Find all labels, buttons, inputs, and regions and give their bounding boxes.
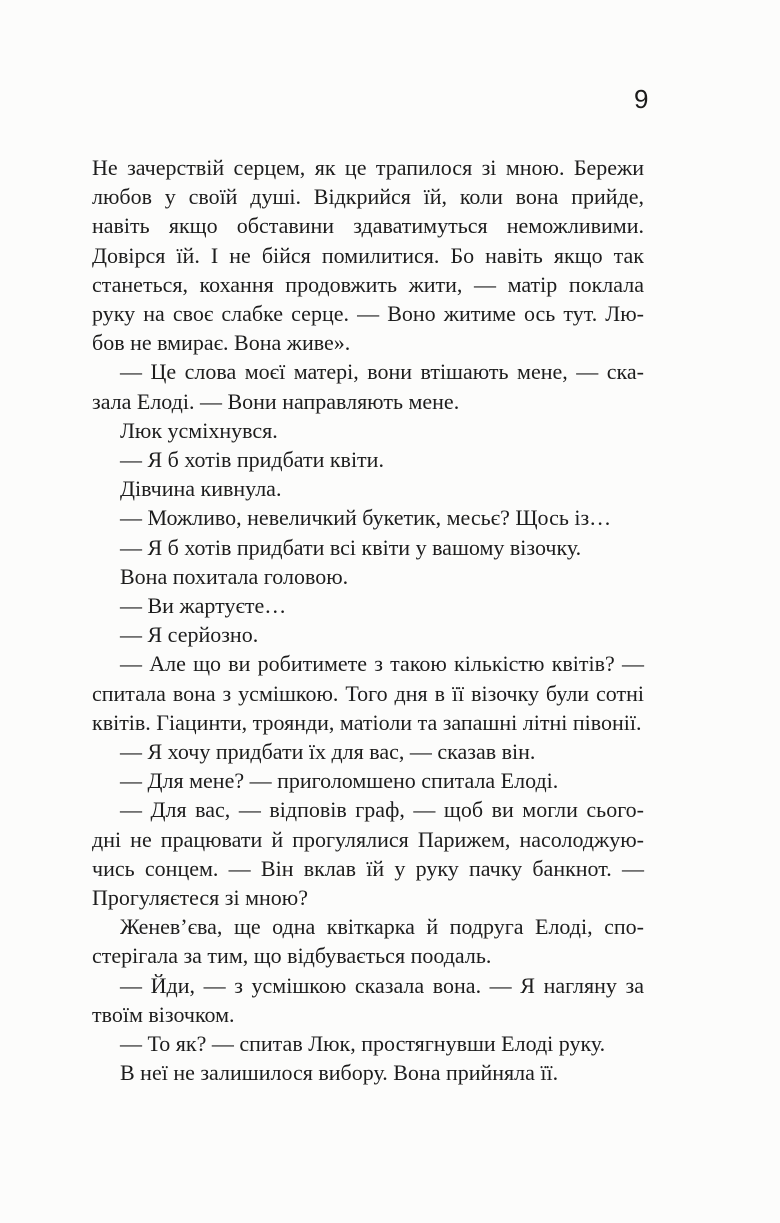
text-line: зала Елоді. — Вони направляють мене.: [92, 388, 460, 414]
text-line: любов у своїй душі. Відкрийся їй, коли вона прийде,: [92, 184, 644, 210]
text-line: навіть якщо обставини здаватимуться неможливими.: [92, 213, 644, 239]
text-line: — Я б хотів придбати всі квіти у вашому візочку.: [120, 534, 582, 560]
text-line: — Ви жартуєте…: [120, 593, 287, 619]
text-line: бов не вмирає. Вона живе».: [92, 330, 351, 356]
text-line: — Я хочу придбати їх для вас, — сказав він.: [120, 739, 536, 765]
text-line: — Для вас, — відповів граф, — щоб ви могли сього-: [120, 797, 644, 823]
page-number: 9: [634, 84, 649, 114]
text-line: — Це слова моєї матері, вони втішають мене, — ска-: [120, 359, 644, 385]
text-line: — То як? — спитав Люк, простягнувши Елоді руку.: [120, 1031, 606, 1057]
text-line: Не зачерствій серцем, як це трапилося зі мною. Бережи: [92, 155, 644, 180]
text-line: квітів. Гіацинти, троянди, матіоли та запашні літні півонії.: [92, 709, 642, 735]
text-line: станеться, кохання продовжить жити, — матір поклала: [92, 271, 644, 297]
text-line: — Я б хотів придбати квіти.: [120, 447, 384, 473]
text-line: стерігала за тим, що відбувається поодаль.: [92, 943, 492, 969]
page-text-block: [92, 153, 644, 1088]
text-line: твоїм візочком.: [92, 1001, 235, 1027]
text-line: спитала вона з усмішкою. Того дня в її візочку були сотні: [92, 680, 644, 706]
text-line: — Можливо, невеличкий букетик, месьє? Щось із…: [120, 505, 612, 531]
text-line: руку на своє слабке серце. — Воно житиме ось тут. Лю-: [92, 301, 644, 327]
text-line: чись сонцем. — Він вклав їй у руку пачку банкнот. —: [92, 855, 644, 881]
text-line: В неї не залишилося вибору. Вона прийняла її.: [120, 1060, 559, 1086]
text-line: Дівчина кивнула.: [120, 476, 282, 502]
text-line: — Для мене? — приголомшено спитала Елоді.: [120, 768, 559, 794]
text-line: — Я серйозно.: [120, 622, 259, 648]
text-line: Вона похитала головою.: [120, 563, 349, 589]
text-line: Довірся їй. І не бійся помилитися. Бо навіть якщо так: [92, 242, 644, 268]
text-line: — Але що ви робитимете з такою кількістю квітів? —: [120, 651, 644, 677]
text-line: Прогуляєтеся зі мною?: [92, 885, 308, 911]
text-line: — Йди, — з усмішкою сказала вона. — Я нагляну за: [120, 972, 644, 998]
text-line: Люк усміхнувся.: [120, 417, 278, 443]
text-line: дні не працювати й прогулялися Парижем, насолоджую-: [92, 826, 644, 852]
text-line: Женев’єва, ще одна квіткарка й подруга Елоді, спо-: [120, 914, 644, 940]
